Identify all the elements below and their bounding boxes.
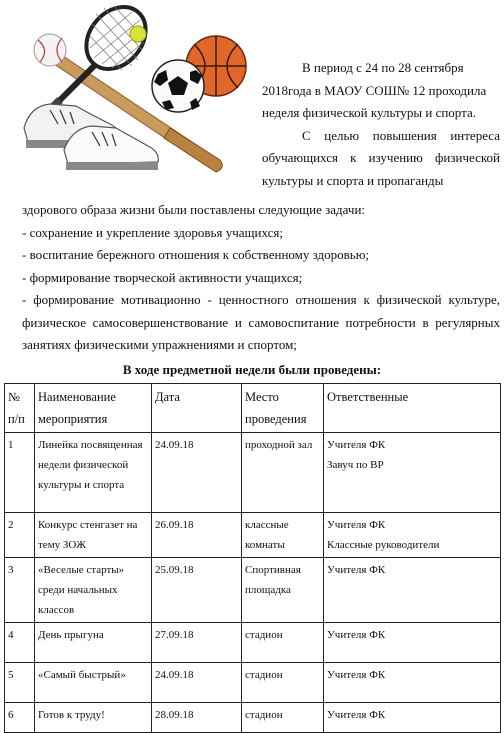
cell-place: классные комнаты — [242, 513, 324, 558]
table-row — [5, 558, 501, 623]
header-date: Дата — [152, 384, 242, 433]
cell-place: стадион — [242, 703, 324, 733]
header-responsible: Ответственные — [324, 384, 501, 433]
cell-date: 24.09.18 — [152, 433, 242, 513]
cell-number: 3 — [5, 558, 35, 623]
cell-responsible: Учителя ФК — [324, 663, 501, 703]
cell-event: Готов к труду! — [35, 703, 152, 733]
table-header-row — [5, 384, 501, 433]
soccer-ball-icon — [152, 60, 204, 112]
cell-responsible: Учителя ФК Завуч по ВР — [324, 433, 501, 513]
task-item: - формирование творческой активности учащихся; — [22, 269, 303, 285]
cell-date: 27.09.18 — [152, 623, 242, 663]
tennis-ball-icon — [130, 26, 146, 42]
cell-number: 2 — [5, 513, 35, 558]
header-event: Наименование мероприятия — [35, 384, 152, 433]
cell-date: 28.09.18 — [152, 703, 242, 733]
cell-place: стадион — [242, 663, 324, 703]
cell-responsible: Учителя ФК — [324, 623, 501, 663]
intro-line-1: В период с 24 по 28 сентября — [302, 60, 464, 75]
cell-event: Конкурс стенгазет на тему ЗОЖ — [35, 513, 152, 558]
task-item: - воспитание бережного отношения к собственному здоровью; — [22, 247, 370, 262]
cell-place: проходной зал — [242, 433, 324, 513]
sports-equipment-illustration — [20, 0, 248, 186]
cell-number: 1 — [5, 433, 35, 513]
tasks-text — [22, 199, 500, 357]
intro-line-3: неделя физической культуры и спорта. — [262, 105, 476, 120]
table-row — [5, 703, 501, 733]
header-place: Место проведения — [242, 384, 324, 433]
cell-event: День прыгуна — [35, 623, 152, 663]
baseball-icon — [34, 34, 66, 66]
cell-event: Линейка посвященная недели физической культуры и спорта — [35, 433, 152, 513]
cell-responsible: Учителя ФК — [324, 703, 501, 733]
cell-number: 5 — [5, 663, 35, 703]
intro-line-2: 2018года в МАОУ СОШ№ 12 проходила — [262, 82, 487, 98]
cell-number: 4 — [5, 623, 35, 663]
cell-place: Спортивная площадка — [242, 558, 324, 623]
section-heading: В ходе предметной недели были проведены: — [122, 362, 382, 377]
cell-number: 6 — [5, 703, 35, 733]
events-table — [4, 383, 501, 733]
cell-place: стадион — [242, 623, 324, 663]
table-row — [5, 433, 501, 513]
intro-text — [262, 57, 500, 192]
intro-continuation: здорового образа жизни были поставлены следующие задачи: — [22, 202, 366, 217]
cell-event: «Веселые старты» среди начальных классов — [35, 558, 152, 623]
table-row — [5, 513, 501, 558]
task-item: - сохранение и укрепление здоровья учащихся; — [22, 224, 283, 240]
cell-event: «Самый быстрый» — [35, 663, 152, 703]
cell-date: 25.09.18 — [152, 558, 242, 623]
header-number: № п/п — [5, 384, 35, 433]
table-row — [5, 623, 501, 663]
task-item: - формирование мотивационно - ценностного отношения к физической культуре, физическое самосовершенствование и самовоспитание потребности в регулярных занятиях физическими упражнениями и спортом; — [22, 292, 500, 352]
intro-paragraph-2: С целью повышения интереса обучающихся к изучению физической культуры и спорта и пропаганды — [262, 127, 500, 188]
cell-date: 26.09.18 — [152, 513, 242, 558]
cell-responsible: Учителя ФК — [324, 558, 501, 623]
cell-date: 24.09.18 — [152, 663, 242, 703]
table-row — [5, 663, 501, 703]
cell-responsible: Учителя ФК Классные руководители — [324, 513, 501, 558]
